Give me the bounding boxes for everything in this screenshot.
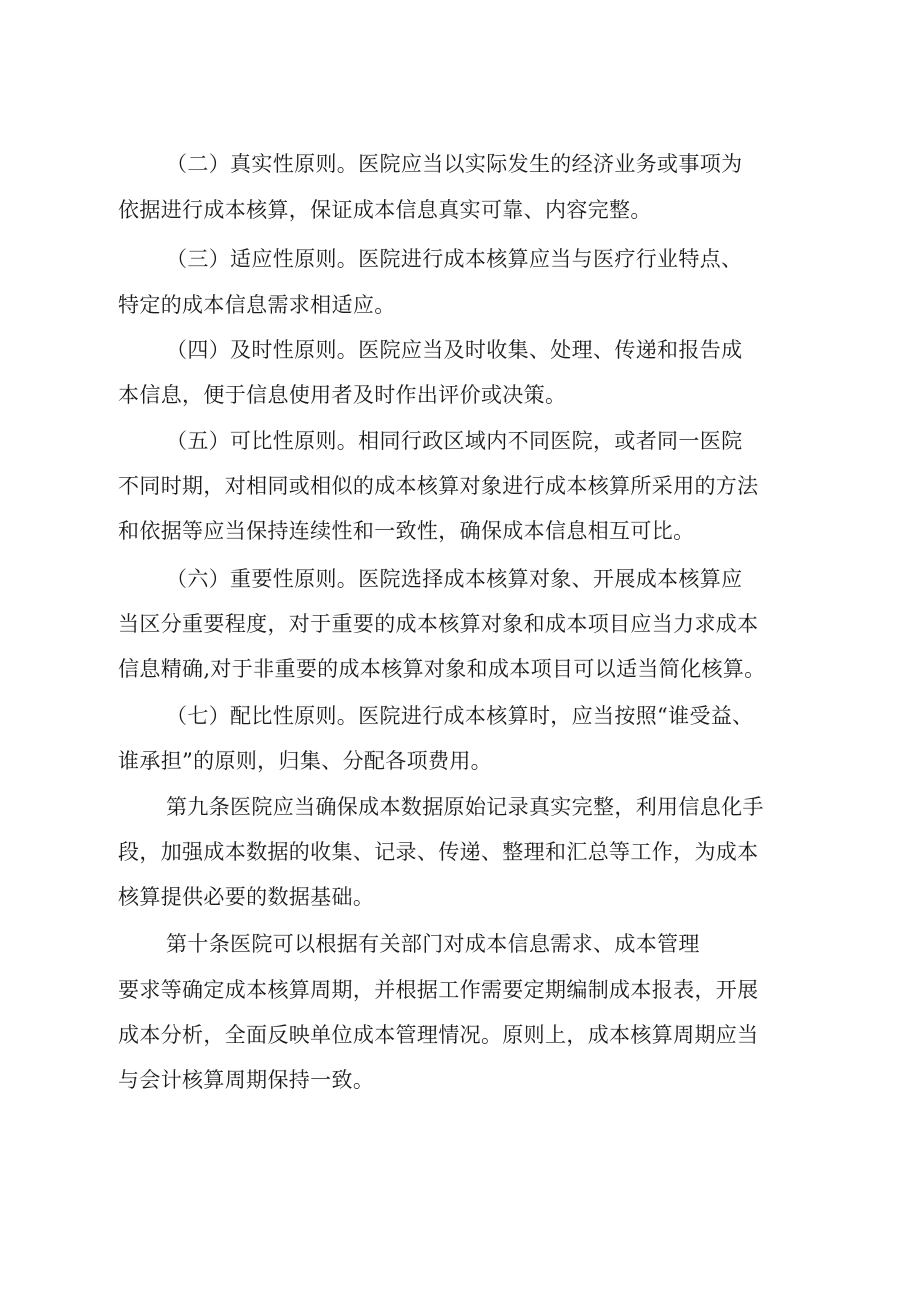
paragraph-line: 要求等确定成本核算周期，并根据工作需要定期编制成本报表，开展 [118, 978, 759, 1002]
paragraph-line: （四）及时性原则。医院应当及时收集、处理、传递和报告成 [166, 338, 743, 362]
paragraph-line: 特定的成本信息需求相适应。 [118, 293, 396, 317]
paragraph-line: （五）可比性原则。相同行政区域内不同医院，或者同一医院 [166, 429, 743, 453]
paragraph-line: 依据进行成本核算，保证成本信息真实可靠、内容完整。 [118, 198, 652, 222]
paragraph-line: 段，加强成本数据的收集、记录、传递、整理和汇总等工作，为成本 [118, 840, 759, 864]
paragraph-line: （六）重要性原则。医院选择成本核算对象、开展成本核算应 [166, 567, 743, 591]
paragraph-line: 当区分重要程度，对于重要的成本核算对象和成本项目应当力求成本 [118, 612, 759, 636]
paragraph-line: 本信息，便于信息使用者及时作出评价或决策。 [118, 383, 567, 407]
paragraph-line: （三）适应性原则。医院进行成本核算应当与医疗行业特点、 [166, 247, 743, 271]
paragraph-line: （七）配比性原则。医院进行成本核算时，应当按照“谁受益、 [166, 704, 754, 728]
paragraph-line: （二）真实性原则。医院应当以实际发生的经济业务或事项为 [166, 152, 743, 176]
paragraph-line: 和依据等应当保持连续性和一致性，确保成本信息相互可比。 [118, 519, 695, 543]
paragraph-line: 第九条医院应当确保成本数据原始记录真实完整，利用信息化手 [166, 795, 764, 819]
paragraph-line: 信息精确,对于非重要的成本核算对象和成本项目可以适当简化核算。 [118, 657, 766, 681]
paragraph-line: 不同时期，对相同或相似的成本核算对象进行成本核算所采用的方法 [118, 474, 759, 498]
paragraph-line: 核算提供必要的数据基础。 [118, 885, 375, 909]
paragraph-line: 与会计核算周期保持一致。 [118, 1068, 375, 1092]
paragraph-line: 成本分析，全面反映单位成本管理情况。原则上，成本核算周期应当 [118, 1023, 759, 1047]
paragraph-line: 第十条医院可以根据有关部门对成本信息需求、成本管理 [166, 932, 700, 956]
paragraph-line: 谁承担”的原则，归集、分配各项费用。 [118, 749, 493, 773]
